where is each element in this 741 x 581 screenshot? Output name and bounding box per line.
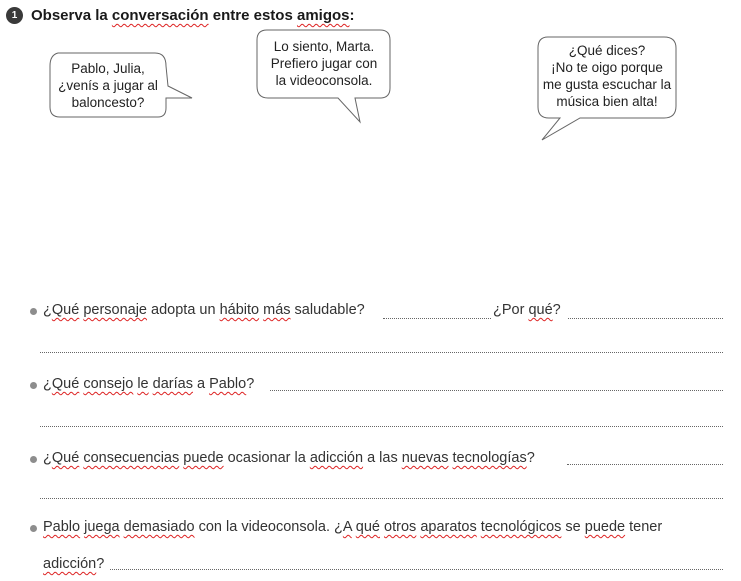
bubble-3-text: ¿Qué dices? ¡No te oigo porque me gusta escuchar la música bien alta! (542, 43, 672, 109)
bubble-1-text: Pablo, Julia, ¿venís a jugar al baloncesto? (58, 61, 158, 110)
question-4: Pablo juega demasiado con la videoconsola. ¿A qué otros aparatos tecnológicos se puede tener (43, 519, 663, 535)
answer-line[interactable] (40, 498, 723, 499)
exercise-number: 1 (6, 7, 23, 24)
answer-line[interactable] (383, 318, 491, 319)
answer-line[interactable] (110, 569, 723, 570)
answer-line[interactable] (567, 464, 723, 465)
exercise-title: Observa la conversación entre estos amigos: (31, 7, 355, 24)
question-2-bullet (30, 382, 37, 389)
question-3-bullet (30, 456, 37, 463)
bubble-2-text: Lo siento, Marta. Prefiero jugar con la videoconsola. (270, 39, 378, 88)
question-3: ¿Qué consecuencias puede ocasionar la adicción a las nuevas tecnologías? (43, 450, 535, 466)
answer-line[interactable] (270, 390, 723, 391)
answer-line[interactable] (40, 426, 723, 427)
question-2: ¿Qué consejo le darías a Pablo? (43, 376, 255, 392)
answer-line[interactable] (40, 352, 723, 353)
answer-line[interactable] (568, 318, 723, 319)
question-1-bullet (30, 308, 37, 315)
question-4-bullet (30, 525, 37, 532)
question-1: ¿Qué personaje adopta un hábito más saludable? (43, 302, 365, 318)
question-4-line-2: adicción? (43, 556, 105, 572)
question-1-why: ¿Por qué? (493, 302, 561, 318)
